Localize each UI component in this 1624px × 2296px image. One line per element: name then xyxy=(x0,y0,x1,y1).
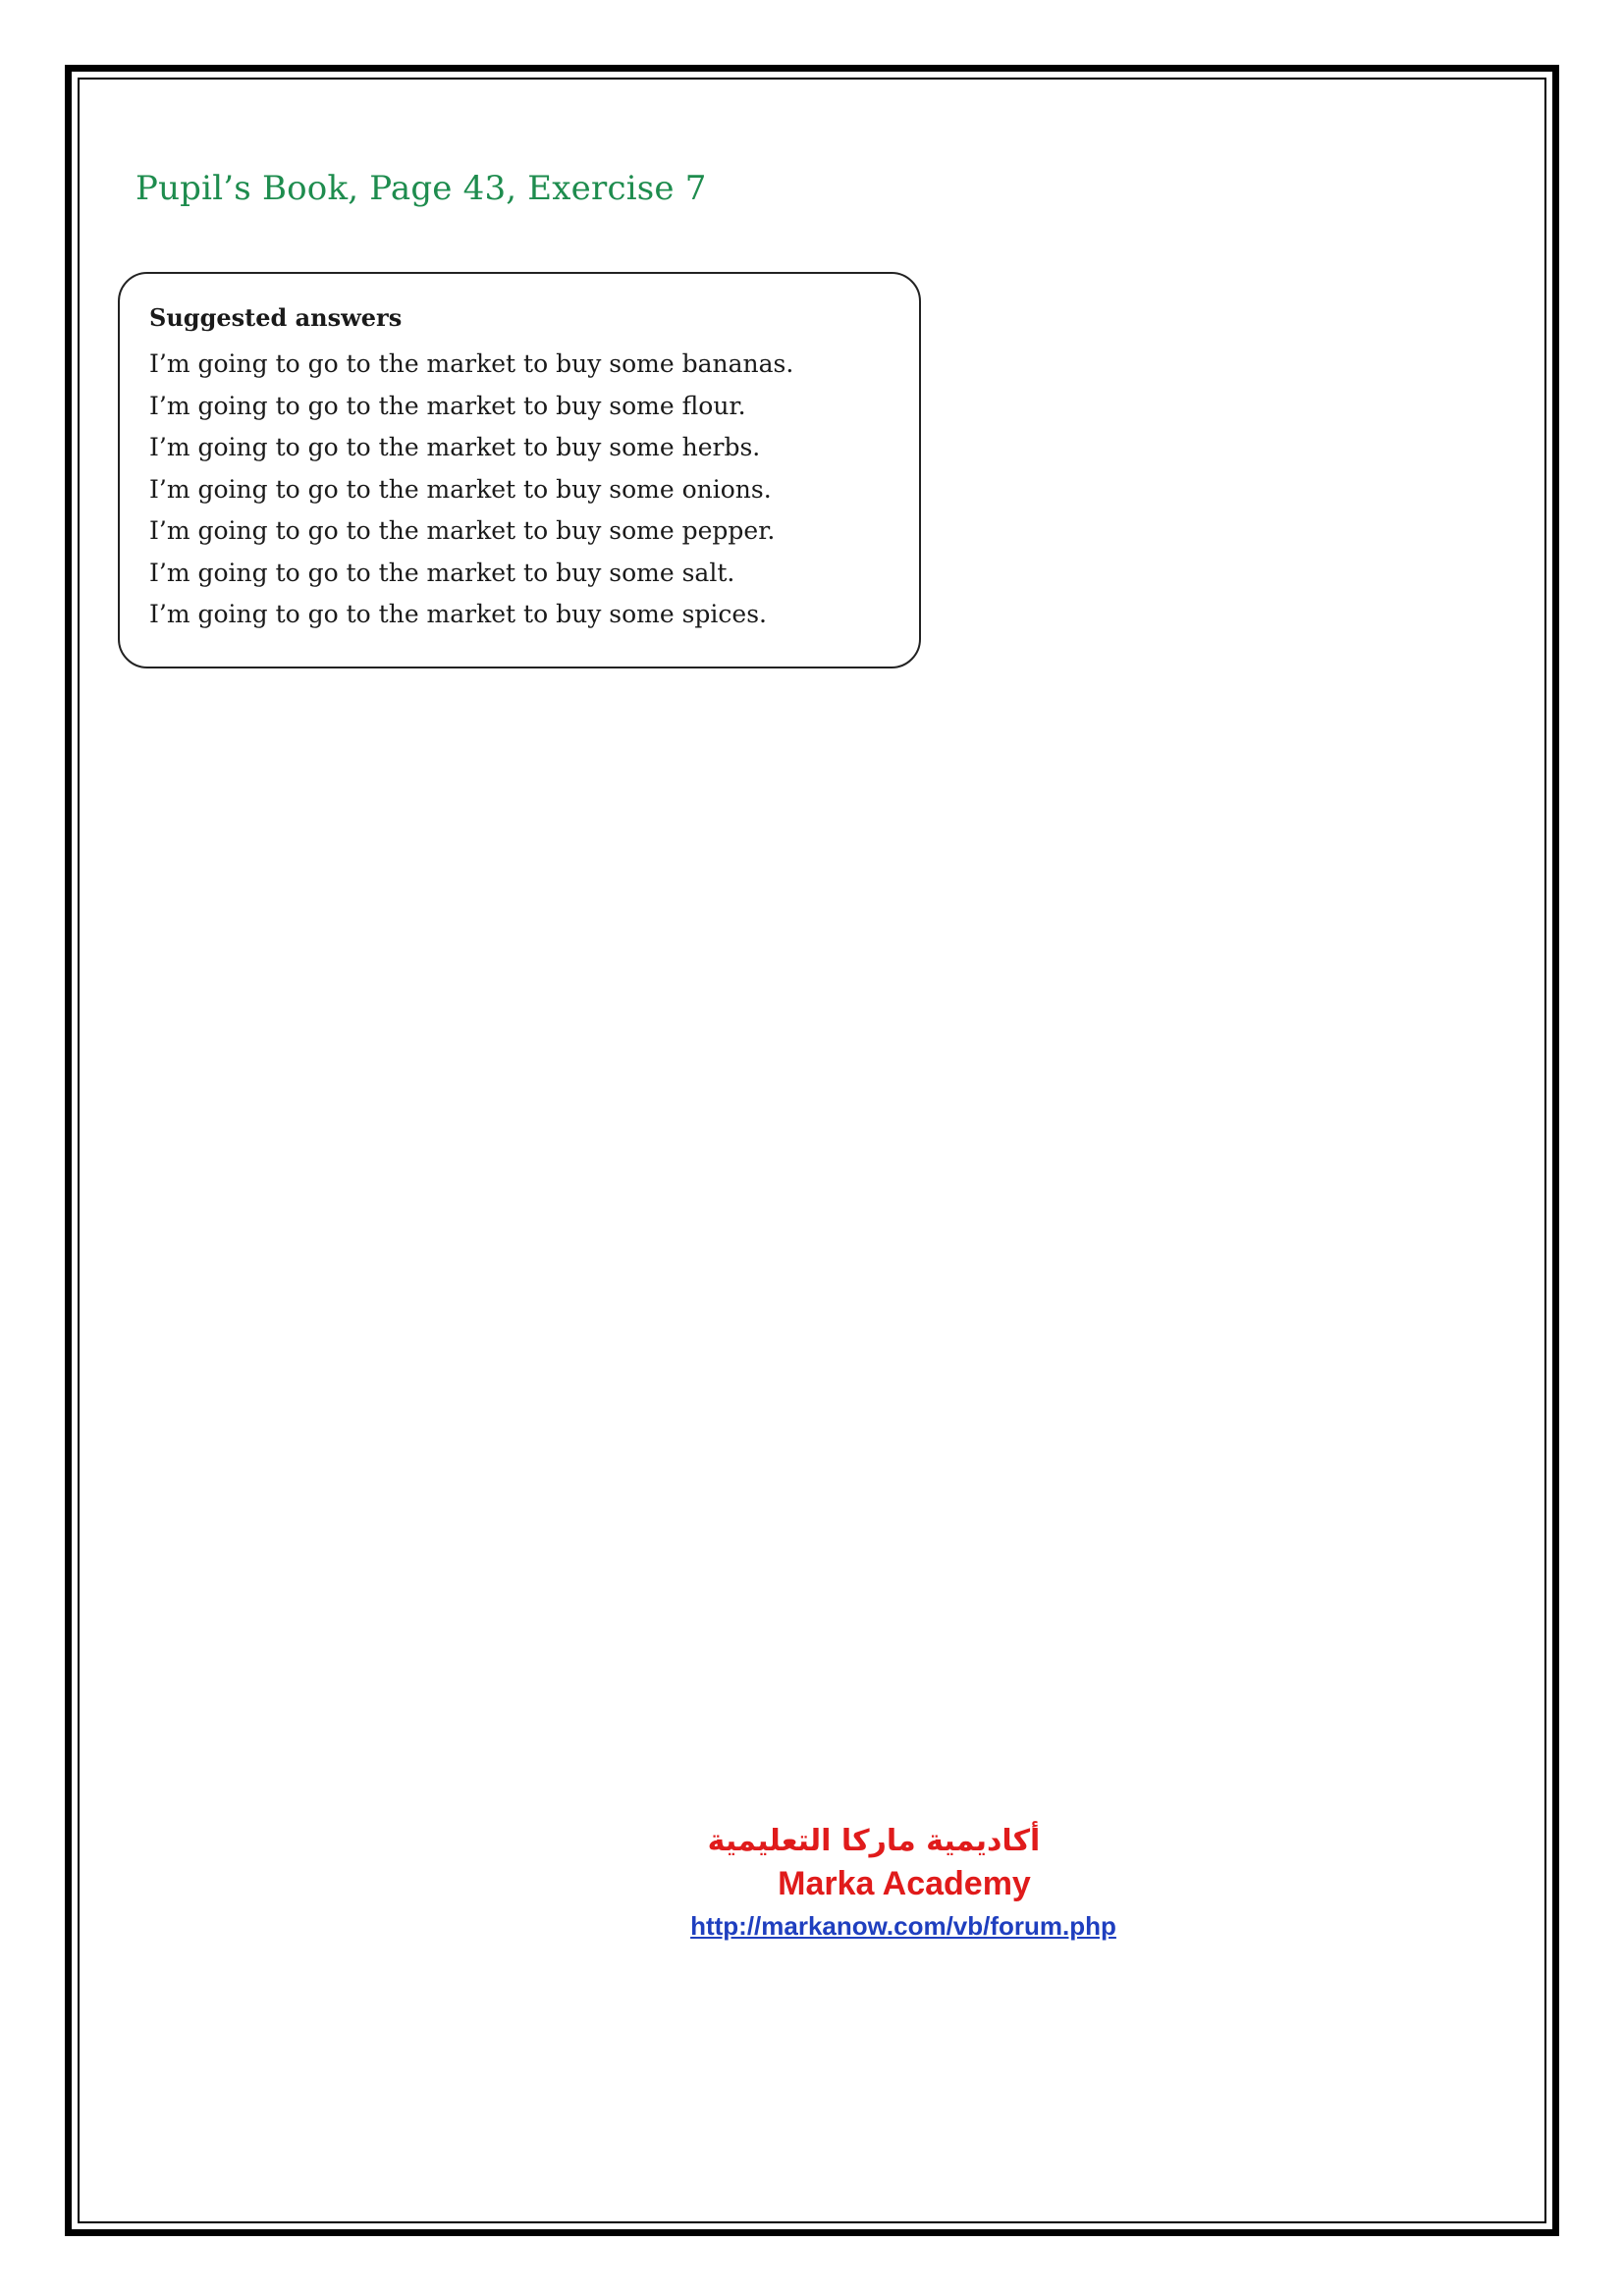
footer-english-name: Marka Academy xyxy=(778,1865,1031,1902)
footer-arabic-name: أكاديمية ماركا التعليمية xyxy=(707,1824,1041,1858)
footer-forum-link[interactable]: http://markanow.com/vb/forum.php xyxy=(690,1911,1116,1941)
answers-list xyxy=(149,344,919,636)
answer-line: I’m going to go to the market to buy some pepper. xyxy=(149,516,776,545)
exercise-heading: Pupil’s Book, Page 43, Exercise 7 xyxy=(135,169,707,208)
answer-line: I’m going to go to the market to buy some herbs. xyxy=(149,433,761,461)
answer-line: I’m going to go to the market to buy some salt. xyxy=(149,558,735,587)
answer-line: I’m going to go to the market to buy some onions. xyxy=(149,474,772,504)
answer-line: I’m going to go to the market to buy some spices. xyxy=(149,600,768,628)
suggested-answers-box xyxy=(118,272,921,668)
answer-line: I’m going to go to the market to buy some bananas. xyxy=(149,349,794,378)
suggested-answers-title: Suggested answers xyxy=(149,303,403,332)
answer-line: I’m going to go to the market to buy some flour. xyxy=(149,391,746,420)
footer-credits xyxy=(628,1821,1178,1945)
